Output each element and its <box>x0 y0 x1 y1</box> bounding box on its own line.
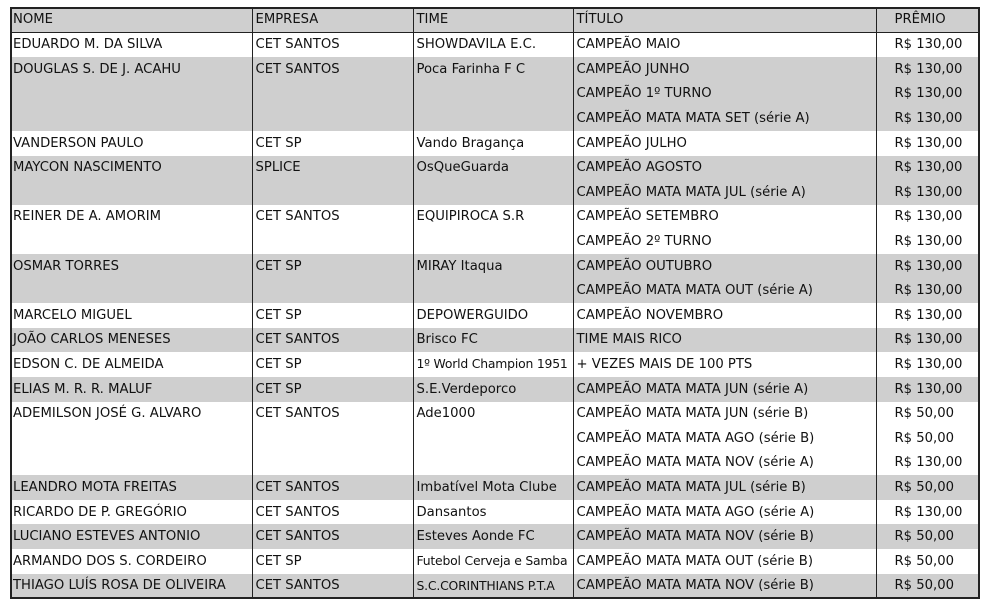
table-row <box>10 402 978 427</box>
table-row <box>10 426 978 451</box>
prize-table <box>10 7 978 598</box>
cell-empresa: CET SP <box>252 254 413 279</box>
cell-time: Vando Bragança <box>413 131 573 156</box>
cell-empresa: CET SANTOS <box>252 475 413 500</box>
cell-titulo: CAMPEÃO 2º TURNO <box>573 229 876 254</box>
header-time: TIME <box>413 7 573 32</box>
cell-time: S.C.CORINTHIANS P.T.A <box>413 574 573 599</box>
cell-premio: R$ 50,00 <box>876 549 978 574</box>
table-row <box>10 57 978 82</box>
cell-titulo: CAMPEÃO MAIO <box>573 32 876 57</box>
cell-premio: R$ 50,00 <box>876 426 978 451</box>
table-row <box>10 549 978 574</box>
cell-time: EQUIPIROCA S.R <box>413 205 573 230</box>
cell-empresa: CET SANTOS <box>252 32 413 57</box>
cell-nome: ARMANDO DOS S. CORDEIRO <box>10 549 252 574</box>
cell-time: DEPOWERGUIDO <box>413 303 573 328</box>
cell-nome: RICARDO DE P. GREGÓRIO <box>10 500 252 525</box>
cell-titulo: CAMPEÃO 1º TURNO <box>573 82 876 107</box>
table-row <box>10 524 978 549</box>
table-row <box>10 205 978 230</box>
cell-titulo: CAMPEÃO MATA MATA OUT (série B) <box>573 549 876 574</box>
cell-titulo: CAMPEÃO JUNHO <box>573 57 876 82</box>
cell-time: OsQueGuarda <box>413 156 573 181</box>
cell-nome: LEANDRO MOTA FREITAS <box>10 475 252 500</box>
table-row <box>10 303 978 328</box>
table-row <box>10 254 978 279</box>
cell-titulo: CAMPEÃO MATA MATA NOV (série A) <box>573 451 876 476</box>
cell-time <box>413 180 573 205</box>
cell-titulo: CAMPEÃO MATA MATA JUL (série B) <box>573 475 876 500</box>
cell-nome <box>10 82 252 107</box>
cell-time <box>413 279 573 304</box>
cell-nome <box>10 451 252 476</box>
cell-time <box>413 82 573 107</box>
cell-empresa: CET SP <box>252 303 413 328</box>
cell-empresa: CET SANTOS <box>252 574 413 599</box>
table-row <box>10 180 978 205</box>
cell-nome: ELIAS M. R. R. MALUF <box>10 377 252 402</box>
cell-premio: R$ 50,00 <box>876 402 978 427</box>
cell-empresa <box>252 229 413 254</box>
cell-premio: R$ 130,00 <box>876 205 978 230</box>
cell-titulo: CAMPEÃO MATA MATA SET (série A) <box>573 106 876 131</box>
cell-titulo: CAMPEÃO OUTUBRO <box>573 254 876 279</box>
table-row <box>10 328 978 353</box>
cell-premio: R$ 50,00 <box>876 524 978 549</box>
cell-empresa: CET SP <box>252 549 413 574</box>
cell-time: Dansantos <box>413 500 573 525</box>
header-premio: PRÊMIO <box>876 7 978 32</box>
cell-titulo: CAMPEÃO JULHO <box>573 131 876 156</box>
cell-empresa <box>252 180 413 205</box>
table-header-row <box>10 7 978 32</box>
cell-empresa <box>252 279 413 304</box>
cell-premio: R$ 130,00 <box>876 377 978 402</box>
cell-empresa: CET SANTOS <box>252 402 413 427</box>
cell-time: Futebol Cerveja e Samba <box>413 549 573 574</box>
cell-empresa <box>252 426 413 451</box>
cell-time: Poca Farinha F C <box>413 57 573 82</box>
cell-premio: R$ 130,00 <box>876 57 978 82</box>
cell-titulo: CAMPEÃO MATA MATA OUT (série A) <box>573 279 876 304</box>
cell-premio: R$ 130,00 <box>876 254 978 279</box>
cell-nome <box>10 180 252 205</box>
cell-titulo: CAMPEÃO SETEMBRO <box>573 205 876 230</box>
cell-empresa: CET SANTOS <box>252 500 413 525</box>
cell-titulo: CAMPEÃO MATA MATA JUL (série A) <box>573 180 876 205</box>
cell-time: Imbatível Mota Clube <box>413 475 573 500</box>
cell-time <box>413 229 573 254</box>
cell-titulo: CAMPEÃO NOVEMBRO <box>573 303 876 328</box>
cell-empresa: CET SP <box>252 352 413 377</box>
cell-premio: R$ 130,00 <box>876 82 978 107</box>
cell-premio: R$ 130,00 <box>876 303 978 328</box>
cell-time: Ade1000 <box>413 402 573 427</box>
cell-time: MIRAY Itaqua <box>413 254 573 279</box>
cell-premio: R$ 130,00 <box>876 352 978 377</box>
cell-time: S.E.Verdeporco <box>413 377 573 402</box>
cell-premio: R$ 130,00 <box>876 156 978 181</box>
table-row <box>10 131 978 156</box>
cell-titulo: CAMPEÃO MATA MATA NOV (série B) <box>573 524 876 549</box>
cell-empresa: CET SANTOS <box>252 57 413 82</box>
cell-time: Brisco FC <box>413 328 573 353</box>
cell-nome: JOÃO CARLOS MENESES <box>10 328 252 353</box>
cell-premio: R$ 130,00 <box>876 500 978 525</box>
cell-empresa: CET SP <box>252 131 413 156</box>
header-titulo: TÍTULO <box>573 7 876 32</box>
cell-empresa: SPLICE <box>252 156 413 181</box>
table-row <box>10 32 978 57</box>
cell-empresa <box>252 82 413 107</box>
header-empresa: EMPRESA <box>252 7 413 32</box>
cell-time: 1º World Champion 1951 <box>413 352 573 377</box>
table-body <box>10 32 978 598</box>
table-row <box>10 106 978 131</box>
cell-titulo: CAMPEÃO AGOSTO <box>573 156 876 181</box>
cell-titulo: + VEZES MAIS DE 100 PTS <box>573 352 876 377</box>
cell-nome: MARCELO MIGUEL <box>10 303 252 328</box>
cell-time <box>413 106 573 131</box>
header-nome: NOME <box>10 7 252 32</box>
table-row <box>10 229 978 254</box>
cell-nome <box>10 279 252 304</box>
cell-nome: DOUGLAS S. DE J. ACAHU <box>10 57 252 82</box>
cell-empresa: CET SP <box>252 377 413 402</box>
cell-time: Esteves Aonde FC <box>413 524 573 549</box>
cell-premio: R$ 50,00 <box>876 475 978 500</box>
table-row <box>10 500 978 525</box>
table-row <box>10 451 978 476</box>
cell-titulo: CAMPEÃO MATA MATA JUN (série B) <box>573 402 876 427</box>
cell-titulo: CAMPEÃO MATA MATA NOV (série B) <box>573 574 876 599</box>
table-row <box>10 279 978 304</box>
cell-nome: MAYCON NASCIMENTO <box>10 156 252 181</box>
table-row <box>10 475 978 500</box>
cell-nome <box>10 426 252 451</box>
cell-empresa <box>252 451 413 476</box>
cell-time: SHOWDAVILA E.C. <box>413 32 573 57</box>
table-row <box>10 156 978 181</box>
cell-premio: R$ 130,00 <box>876 229 978 254</box>
cell-titulo: CAMPEÃO MATA MATA AGO (série B) <box>573 426 876 451</box>
cell-nome: EDUARDO M. DA SILVA <box>10 32 252 57</box>
cell-empresa: CET SANTOS <box>252 328 413 353</box>
cell-nome: REINER DE A. AMORIM <box>10 205 252 230</box>
cell-empresa <box>252 106 413 131</box>
cell-titulo: CAMPEÃO MATA MATA JUN (série A) <box>573 377 876 402</box>
cell-titulo: CAMPEÃO MATA MATA AGO (série A) <box>573 500 876 525</box>
cell-time <box>413 451 573 476</box>
cell-titulo: TIME MAIS RICO <box>573 328 876 353</box>
cell-nome: OSMAR TORRES <box>10 254 252 279</box>
cell-nome <box>10 229 252 254</box>
cell-premio: R$ 130,00 <box>876 180 978 205</box>
cell-empresa: CET SANTOS <box>252 205 413 230</box>
cell-premio: R$ 50,00 <box>876 574 978 599</box>
cell-premio: R$ 130,00 <box>876 451 978 476</box>
cell-premio: R$ 130,00 <box>876 106 978 131</box>
cell-nome: LUCIANO ESTEVES ANTONIO <box>10 524 252 549</box>
cell-nome: THIAGO LUÍS ROSA DE OLIVEIRA <box>10 574 252 599</box>
cell-empresa: CET SANTOS <box>252 524 413 549</box>
cell-time <box>413 426 573 451</box>
table-row <box>10 377 978 402</box>
table-row <box>10 574 978 599</box>
cell-nome: ADEMILSON JOSÉ G. ALVARO <box>10 402 252 427</box>
cell-nome: EDSON C. DE ALMEIDA <box>10 352 252 377</box>
table-row <box>10 82 978 107</box>
prize-table-container <box>10 7 978 598</box>
cell-nome: VANDERSON PAULO <box>10 131 252 156</box>
cell-premio: R$ 130,00 <box>876 32 978 57</box>
cell-premio: R$ 130,00 <box>876 279 978 304</box>
cell-nome <box>10 106 252 131</box>
cell-premio: R$ 130,00 <box>876 131 978 156</box>
cell-premio: R$ 130,00 <box>876 328 978 353</box>
table-row <box>10 352 978 377</box>
